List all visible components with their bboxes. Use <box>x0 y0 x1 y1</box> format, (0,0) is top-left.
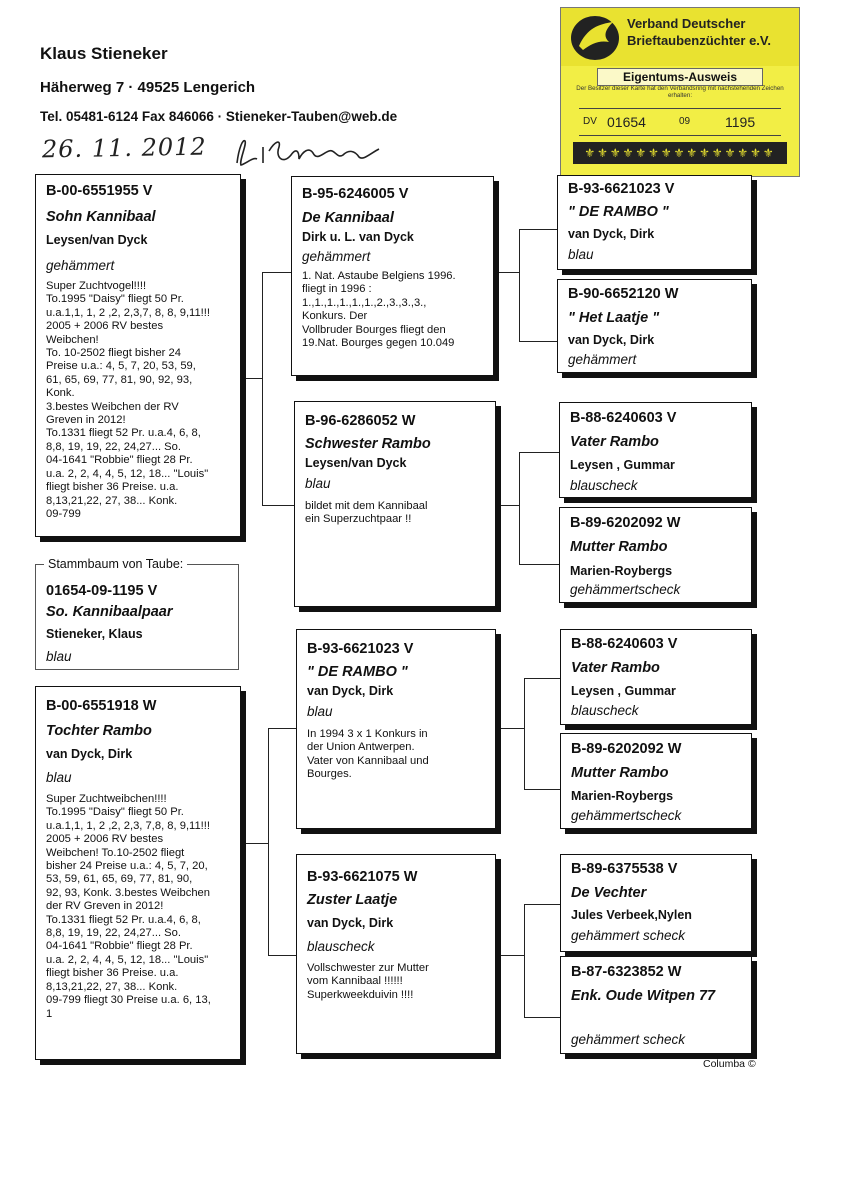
pigeon-name: Schwester Rambo <box>305 436 431 452</box>
ring-number: B-90-6652120 W <box>568 286 679 302</box>
card-club: 01654 <box>607 114 646 130</box>
ring-number: B-93-6621075 W <box>307 869 418 885</box>
ring-number: B-93-6621023 V <box>307 641 414 657</box>
pedigree-box-mm <box>296 854 496 1054</box>
pedigree-box-mfm <box>560 733 752 829</box>
pedigree-box-fm <box>294 401 496 607</box>
handwritten-date: 26. 11. 2012 <box>41 132 207 164</box>
ring-number: B-00-6551918 W <box>46 698 157 714</box>
plumage-color: blau <box>46 649 72 664</box>
breeder: Leysen/van Dyck <box>305 456 407 470</box>
pigeon-name: " Het Laatje " <box>568 310 660 326</box>
breeder: Leysen , Gummar <box>570 458 675 472</box>
breeder: Leysen/van Dyck <box>46 233 148 247</box>
ring-number: B-89-6375538 V <box>571 861 678 877</box>
ring-number: B-96-6286052 W <box>305 413 416 429</box>
breeder: Stieneker, Klaus <box>46 627 143 641</box>
pigeon-name: Sohn Kannibaal <box>46 209 156 225</box>
breeder: Marien-Roybergs <box>570 564 673 578</box>
plumage-color: gehämmert scheck <box>571 928 686 943</box>
pedigree-label: Stammbaum von Taube: <box>44 557 187 571</box>
plumage-color: gehämmert <box>568 352 637 367</box>
pedigree-box-mother <box>35 686 241 1060</box>
plumage-color: blau <box>568 247 594 262</box>
pedigree-box-fmm <box>559 507 752 603</box>
owner-address: Häherweg 7 · 49525 Lengerich <box>40 79 256 96</box>
pigeon-name: Vater Rambo <box>571 660 660 676</box>
ring-number: B-89-6202092 W <box>570 515 681 531</box>
breeder: Leysen , Gummar <box>571 684 676 698</box>
card-prefix: DV <box>583 116 597 127</box>
pigeon-logo-icon <box>569 14 621 62</box>
breeder: van Dyck, Dirk <box>307 916 394 930</box>
pigeon-name: De Kannibaal <box>302 210 394 226</box>
card-org-line1: Verband Deutscher <box>627 16 746 31</box>
ring-number: 01654-09-1195 V <box>46 583 158 599</box>
ring-number: B-88-6240603 V <box>570 410 677 426</box>
ring-number: B-95-6246005 V <box>302 186 409 202</box>
card-title: Eigentums-Ausweis <box>597 68 763 86</box>
pigeon-name: " DE RAMBO " <box>307 664 408 680</box>
pigeon-name: So. Kannibaalpaar <box>46 604 173 620</box>
breeder: Jules Verbeek,Nylen <box>571 908 692 922</box>
ring-number: B-87-6323852 W <box>571 964 682 980</box>
card-org-line2: Brieftaubenzüchter e.V. <box>627 33 772 48</box>
pedigree-box-mmm <box>560 956 752 1054</box>
pigeon-name: Vater Rambo <box>570 434 659 450</box>
footer-brand: Columba © <box>703 1058 756 1070</box>
ring-number: B-88-6240603 V <box>571 636 678 652</box>
pedigree-box-ffm <box>557 279 752 373</box>
plumage-color: blauscheck <box>570 478 638 493</box>
pedigree-box-father <box>35 174 241 537</box>
breeder: van Dyck, Dirk <box>46 747 133 761</box>
owner-contact: Tel. 05481-6124 Fax 846066 · Stieneker-Tauben@web.de <box>40 109 398 124</box>
plumage-color: gehämmert scheck <box>571 1032 686 1047</box>
plumage-color: blauscheck <box>571 703 639 718</box>
plumage-color: gehämmert <box>302 249 371 264</box>
ring-number: B-89-6202092 W <box>571 741 682 757</box>
pedigree-box-ff <box>291 176 494 376</box>
pedigree-box-fff <box>557 175 752 270</box>
pedigree-box-mff <box>560 629 752 725</box>
breeder: van Dyck, Dirk <box>307 684 394 698</box>
plumage-color: blau <box>46 770 72 785</box>
card-ring-number <box>579 108 781 136</box>
pedigree-box-mmf <box>560 854 752 952</box>
performance-notes: Vollschwester zur Mutter vom Kannibaal !!!!!! Superkweekduivin !!!! <box>307 962 429 1001</box>
breeder: van Dyck, Dirk <box>568 333 655 347</box>
plumage-color: gehämmertscheck <box>571 808 682 823</box>
card-subtitle: Der Besitzer dieser Karte hat den Verbandsring mit nachstehenden Zeichen erhalten: <box>576 85 784 99</box>
card-ornament: ⚜⚜⚜⚜⚜⚜⚜⚜⚜⚜⚜⚜⚜⚜⚜ <box>573 142 787 164</box>
performance-notes: In 1994 3 x 1 Konkurs in der Union Antwerpen. Vater von Kannibaal und Bourges. <box>307 728 429 781</box>
plumage-color: blauscheck <box>307 939 375 954</box>
pedigree-box-fmf <box>559 402 752 498</box>
pigeon-name: " DE RAMBO " <box>568 204 669 220</box>
owner-name: Klaus Stieneker <box>40 44 168 63</box>
plumage-color: blau <box>305 476 331 491</box>
pigeon-name: Enk. Oude Witpen 77 <box>571 988 716 1004</box>
breeder: Marien-Roybergs <box>571 789 674 803</box>
plumage-color: gehämmertscheck <box>570 582 681 597</box>
pigeon-name: Mutter Rambo <box>571 765 669 781</box>
pigeon-name: Zuster Laatje <box>307 892 398 908</box>
card-year: 09 <box>679 116 691 127</box>
signature <box>233 135 383 171</box>
pigeon-name: Tochter Rambo <box>46 723 152 739</box>
card-ring: 1195 <box>725 114 756 130</box>
breeder: van Dyck, Dirk <box>568 227 655 241</box>
pedigree-box-subject <box>35 564 239 670</box>
pigeon-name: Mutter Rambo <box>570 539 668 555</box>
performance-notes: 1. Nat. Astaube Belgiens 1996. fliegt in 1996 : 1.,1.,1.,1.,1.,1.,2.,3.,3.,3., Konkurs. Der Vollbruder Bourges fliegt den 19.Nat. Bourges gegen 10.049 <box>302 270 456 350</box>
plumage-color: blau <box>307 704 333 719</box>
pedigree-box-mf <box>296 629 496 829</box>
ring-number: B-93-6621023 V <box>568 181 675 197</box>
pigeon-name: De Vechter <box>571 885 647 901</box>
performance-notes: Super Zuchtweibchen!!!! To.1995 "Daisy" fliegt 50 Pr. u.a.1,1, 1, 2 ,2, 2,3, 7,8, 8, 9,11!!! 2005 + 2006 RV bestes Weibchen! To.10-2502 fliegt bisher 24 Preise u.a.: 4, 5, 7, 20, 53, 59, 61, 65, 69, 77, 81, 90, 92, 93, Konk. 3.bestes Weibchen der RV Greven in 2012! To.1331 fliegt 52 Pr. u.a.4, 6, 8, 8,8, 19, 19, 22, 24,27... So. 04-1641 "Robbie" fliegt 28 Pr. u.a. 2, 2, 4, 4, 5, 12, 18... "Louis" fliegt bisher 36 Preise. u.a. 8,13,21,22, 27, 38... Konk. 09-799 fliegt 30 Preise u.a. 6, 13, 1 <box>46 793 211 1020</box>
performance-notes: Super Zuchtvogel!!!! To.1995 "Daisy" fliegt 50 Pr. u.a.1,1, 1, 2 ,2, 2,3,7, 8, 8, 9,11!!! 2005 + 2006 RV bestes Weibchen! To. 10-2502 fliegt bisher 24 Preise u.a.: 4, 5, 7, 20, 53, 59, 61, 65, 69, 77, 81, 90, 92, 93, Konk. 3.bestes Weibchen der RV Greven in 2012! To.1331 fliegt 52 Pr. u.a.4, 6, 8, 8,8, 19, 19, 22, 24,27... So. 04-1641 "Robbie" fliegt 28 Pr. u.a. 2, 2, 4, 4, 5, 12, 18... "Louis" fliegt bisher 36 Preise. u.a. 8,13,21,22, 27, 38... Konk. 09-799 <box>46 280 210 520</box>
ring-number: B-00-6551955 V <box>46 183 153 199</box>
ownership-card <box>560 7 800 177</box>
plumage-color: gehämmert <box>46 258 115 273</box>
breeder: Dirk u. L. van Dyck <box>302 230 414 244</box>
performance-notes: bildet mit dem Kannibaal ein Superzuchtpaar !! <box>305 500 428 526</box>
